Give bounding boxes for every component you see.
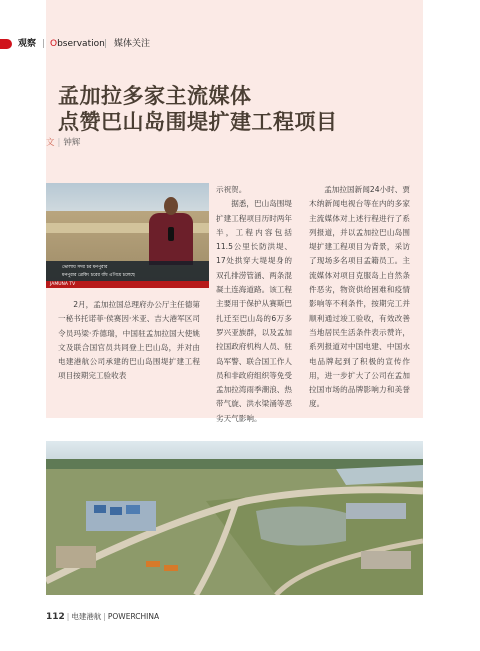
journal-name-cn: 电建港航 <box>71 612 102 621</box>
footer-separator: | <box>103 612 106 621</box>
section-tab-marker <box>0 39 12 49</box>
aerial-orange-container <box>146 561 160 567</box>
header-divider: | <box>104 39 108 49</box>
aerial-construction-photo <box>46 441 423 595</box>
page-footer <box>46 611 159 622</box>
aerial-orange-container <box>164 565 178 571</box>
byline-label: 文 <box>46 138 55 148</box>
tv-caption-line2: মনপুরার ব্রেকিং চরের বাঁধ এগিয়ে চলেছে <box>62 273 135 278</box>
tv-ticker-text: JAMUNA TV <box>50 282 76 287</box>
photo-sky <box>46 183 209 211</box>
article-title-line1: 孟加拉多家主流媒体 <box>58 84 252 108</box>
section-header <box>0 36 240 52</box>
aerial-buildings <box>346 503 406 519</box>
news-broadcast-photo <box>46 183 209 288</box>
column-label: 媒体关注 <box>114 39 151 49</box>
body-column-2 <box>216 183 292 426</box>
observation-label: Observation <box>50 39 105 49</box>
byline <box>46 136 80 148</box>
byline-author: 钟辉 <box>63 138 81 148</box>
body-column-3: 孟加拉国新闻24小时、贾木纳新闻电视台等在内的多家主流媒体对上述行程进行了系列报道，并以孟加拉巴山岛围堤扩建工程项目为背景，采访了现场多名项目孟籍员工。主流媒体对项目克服岛上自然条件恶劣，物资供给困难和疫情影响等不利条件，按期完工并顺利通过竣工验收，有效改善当地居民生活条件表示赞许，系列报道对中国电建、中国水电品牌起到了积极的宣传作用，进一步扩大了公司在孟加拉国市场的品牌影响力和美誉度。 <box>309 185 410 409</box>
reporter-head <box>164 197 178 215</box>
page-number: 112 <box>46 612 65 622</box>
aerial-buildings <box>126 505 140 514</box>
tv-ticker <box>46 281 209 288</box>
aerial-buildings <box>94 505 106 513</box>
body-paragraph: 示祝贺。 <box>216 185 247 194</box>
byline-separator: | <box>57 138 61 148</box>
footer-separator: | <box>66 612 70 621</box>
microphone-icon <box>168 227 174 241</box>
tv-caption-line1: ভোলায় সদর চর মনপুরার <box>62 265 108 270</box>
tv-lower-third <box>46 261 209 281</box>
section-label: 观察 <box>18 39 37 49</box>
body-paragraph: 据悉，巴山岛围堤扩建工程项目历时两年半，工程内容包括11.5公里长防洪堤、17处拱穿大堤堤身的双孔排涝管涵、两条混凝土连海道路。该工程主要用于保护从赛斯巴扎迁至巴山岛的6万多罗兴亚族群，以及孟加拉国政府机构人员、驻岛军警、联合国工作人员和非政府组织等免受孟加拉湾雨季潮浪、热带气旋、洪水梁涌等恶劣天气影响。 <box>216 199 292 423</box>
journal-name-en: POWERCHINA <box>107 612 160 621</box>
body-column-1: 2月，孟加拉国总理府办公厅主任德第一秘书托诺菲·侯赛因·米亚、吉大港军区司令员玛梁·乔德瑞，中国驻孟加拉国大使姚文及联合国官员共同登上巴山岛，并对由电建港航公司承建的巴山岛围堤扩建工程项目按期完工验收表 <box>58 300 200 381</box>
header-divider: | <box>42 39 46 49</box>
aerial-buildings <box>361 551 411 569</box>
aerial-pond <box>256 506 346 545</box>
aerial-buildings <box>56 546 96 568</box>
article-title-line2: 点赞巴山岛围堤扩建工程项目 <box>58 110 338 134</box>
aerial-buildings <box>110 507 122 515</box>
